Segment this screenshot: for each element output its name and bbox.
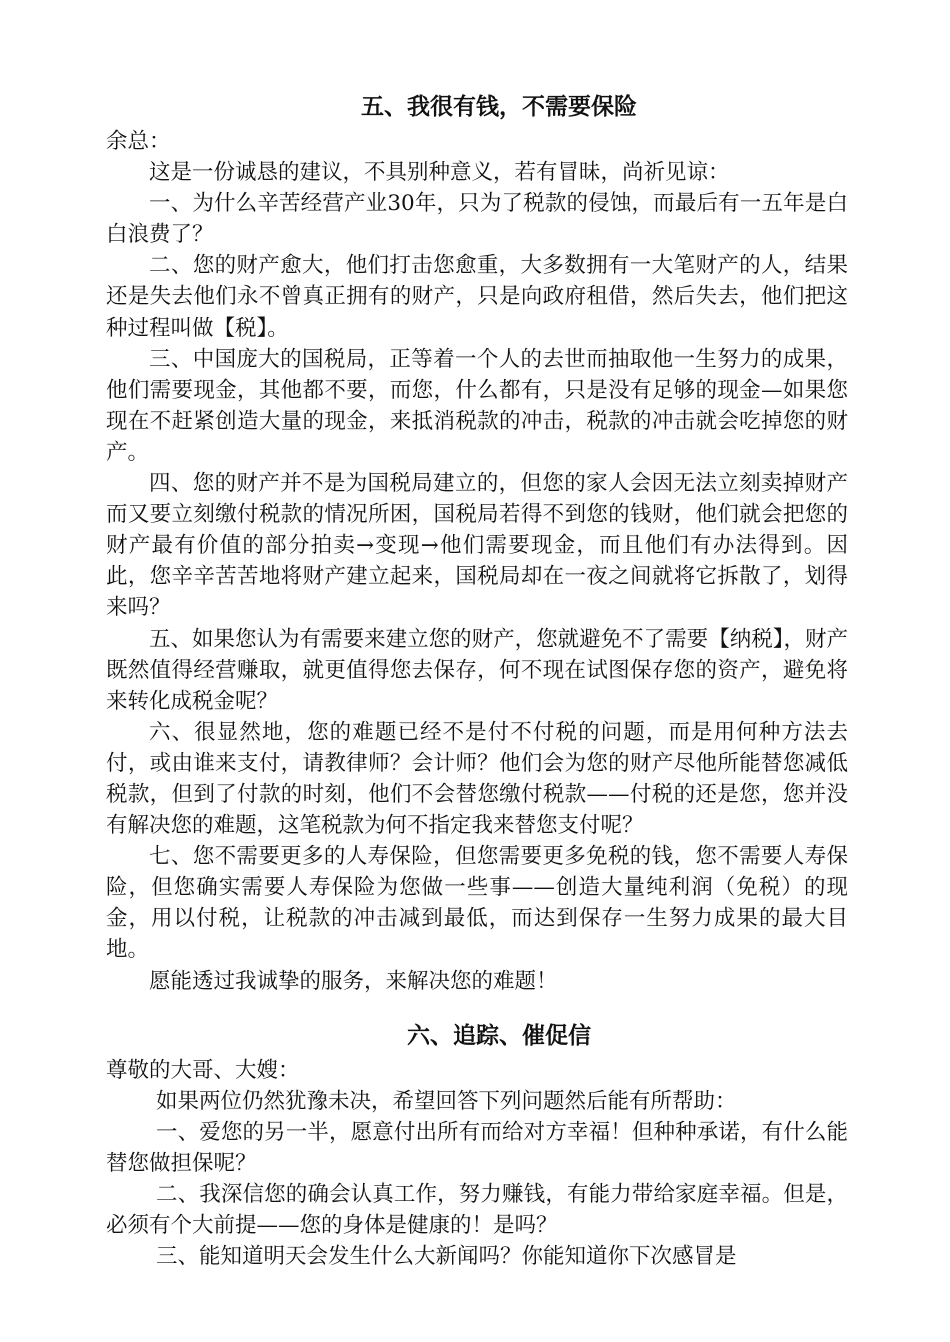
section-5-paragraph: 七、您不需要更多的人寿保险，但您需要更多免税的钱，您不需要人寿保险，但您确实需要人寿保险为您做一些事——创造大量纯利润（免税）的现金，用以付税，让税款的冲击减到最低，而达到保存一生努力成果的最大目地。 xyxy=(106,844,848,963)
section-6-title: 六、追踪、催促信 xyxy=(407,1022,591,1049)
section-5-paragraph: 二、您的财产愈大，他们打击您愈重，大多数拥有一大笔财产的人，结果还是失去他们永不曾真正拥有的财产，只是向政府租借，然后失去，他们把这种过程叫做【税】。 xyxy=(106,253,848,341)
section-5-paragraph: 一、为什么辛苦经营产业30年，只为了税款的侵蚀，而最后有一五年是白白浪费了？ xyxy=(106,191,848,248)
section-5-paragraph: 四、您的财产并不是为国税局建立的，但您的家人会因无法立刻卖掉财产而又要立刻缴付税款的情况所困，国税局若得不到您的钱财，他们就会把您的财产最有价值的部分拍卖→变现→他们需要现金，而且他们有办法得到。因此，您辛辛苦苦地将财产建立起来，国税局却在一夜之间就将它拆散了，划得来吗？ xyxy=(106,471,848,621)
document-body xyxy=(106,88,848,1272)
section-6-paragraph: 二、我深信您的确会认真工作，努力赚钱，有能力带给家庭幸福。但是，必须有个大前提——您的身体是健康的！是吗？ xyxy=(106,1182,848,1239)
section-5-paragraph: 三、中国庞大的国税局，正等着一个人的去世而抽取他一生努力的成果，他们需要现金，其他都不要，而您，什么都有，只是没有足够的现金—如果您现在不赶紧创造大量的现金，来抵消税款的冲击，税款的冲击就会吃掉您的财产。 xyxy=(106,346,848,465)
section-6-salutation: 尊敬的大哥、大嫂： xyxy=(106,1057,300,1083)
section-5-paragraph: 这是一份诚恳的建议，不具别种意义，若有冒昧，尚祈见谅： xyxy=(149,160,730,186)
section-5-paragraph: 五、如果您认为有需要来建立您的财产，您就避免不了需要【纳税】，财产既然值得经营赚取，就更值得您去保存，何不现在试图保存您的资产，避免将来转化成税金呢？ xyxy=(106,626,848,714)
section-5-title: 五、我很有钱，不需要保险 xyxy=(361,94,637,120)
section-6-paragraph: 三、能知道明天会发生什么大新闻吗？你能知道你下次感冒是 xyxy=(156,1244,737,1270)
section-6-paragraph: 如果两位仍然犹豫未决，希望回答下列问题然后能有所帮助： xyxy=(156,1088,737,1114)
section-5-paragraph: 愿能透过我诚挚的服务，来解决您的难题！ xyxy=(149,968,558,994)
section-6-paragraph: 一、爱您的另一半，愿意付出所有而给对方幸福！但种种承诺，有什么能替您做担保呢？ xyxy=(106,1119,848,1176)
section-5-paragraph: 六、很显然地，您的难题已经不是付不付税的问题，而是用何种方法去付，或由谁来支付，请教律师？会计师？他们会为您的财产尽他所能替您减低税款，但到了付款的时刻，他们不会替您缴付税款——付税的还是您，您并没有解决您的难题，这笔税款为何不指定我来替您支付呢？ xyxy=(106,719,848,839)
section-5-salutation: 余总： xyxy=(106,129,171,154)
